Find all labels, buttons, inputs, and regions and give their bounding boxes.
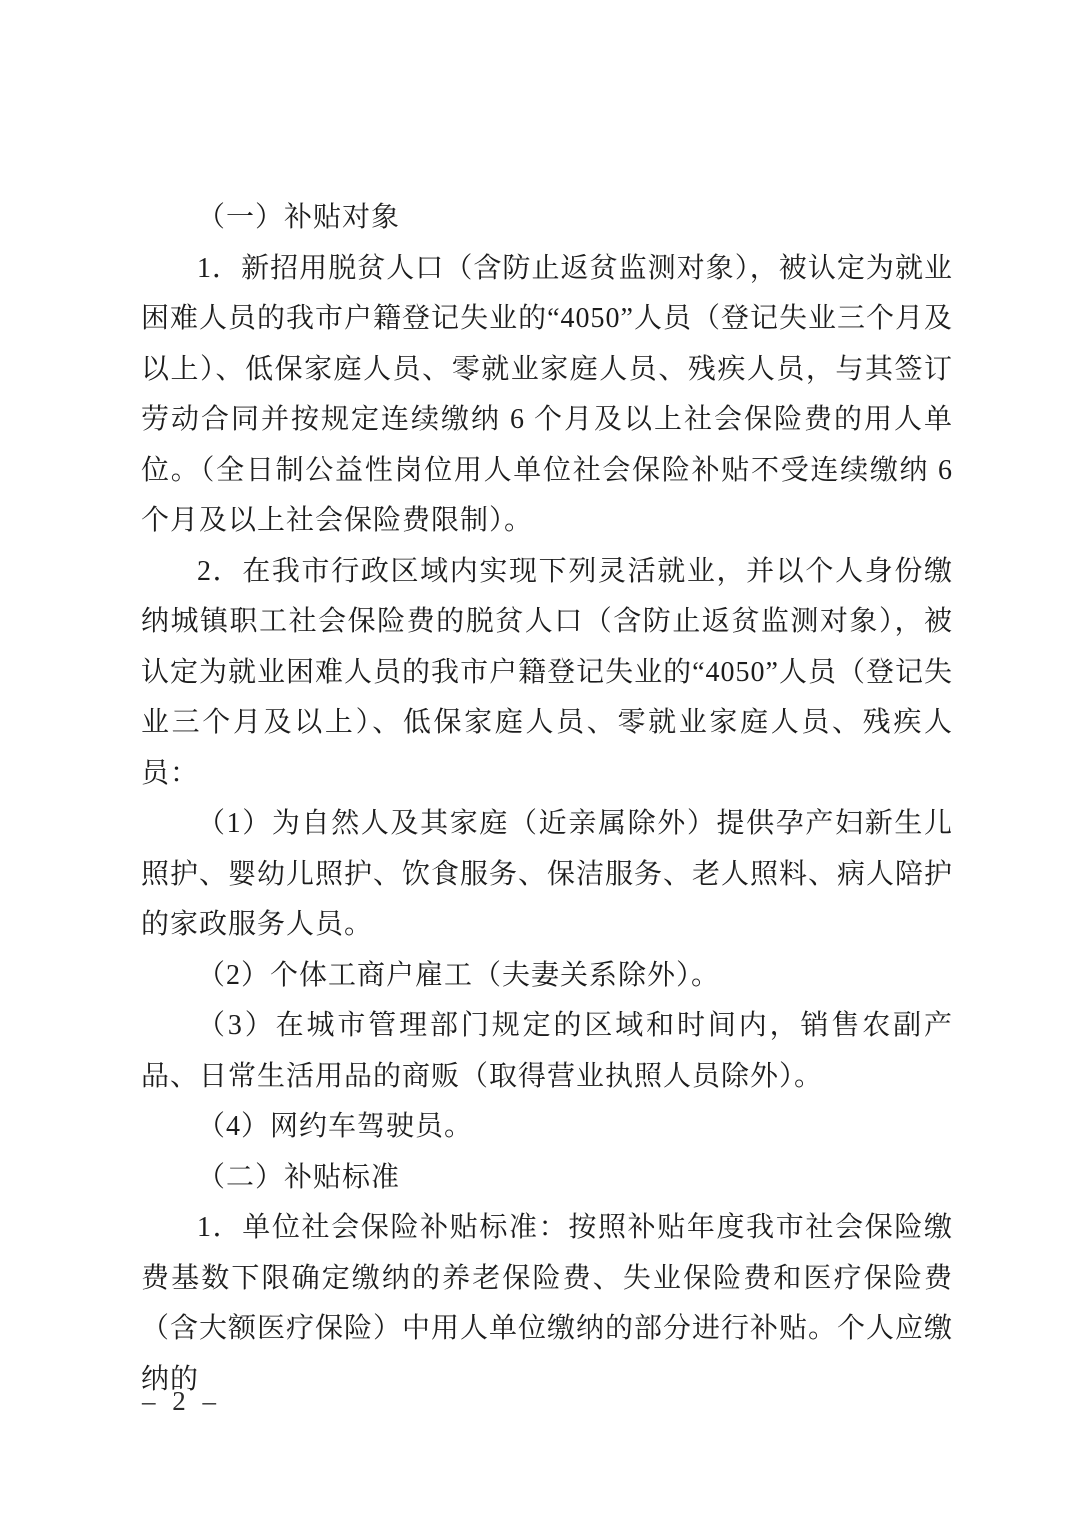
section-1-heading: （一）补贴对象 bbox=[197, 202, 401, 233]
paragraph-standard-item-1: 1．单位社会保险补贴标准：按照补贴年度我市社会保险缴费基数下限确定缴纳的养老保险费、失业保险费和医疗保险费（含大额医疗保险）中用人单位缴纳的部分进行补贴。个人应缴纳的 bbox=[141, 1212, 954, 1395]
section-2-heading: （二）补贴标准 bbox=[197, 1161, 401, 1193]
paragraph-item-2: 2．在我市行政区域内实现下列灵活就业，并以个人身份缴纳城镇职工社会保险费的脱贫人口（含防止返贫监测对象），被认定为就业困难人员的我市户籍登记失业的“4050”人员（登记失业三个月及以上）、低保家庭人员、零就业家庭人员、残疾人员： bbox=[141, 555, 953, 789]
paragraph-sub-item-4: （4）网约车驾驶员。 bbox=[197, 1111, 474, 1142]
paragraph-sub-item-3: （3）在城市管理部门规定的区域和时间内，销售农副产品、日常生活用品的商贩（取得营业执照人员除外）。 bbox=[141, 1010, 953, 1092]
document-body bbox=[141, 193, 953, 1405]
paragraph-sub-item-1: （1）为自然人及其家庭（近亲属除外）提供孕产妇新生儿照护、婴幼儿照护、饮食服务、保洁服务、老人照料、病人陪护的家政服务人员。 bbox=[141, 808, 954, 940]
paragraph-item-1: 1．新招用脱贫人口（含防止返贫监测对象），被认定为就业困难人员的我市户籍登记失业的“4050”人员（登记失业三个月及以上）、低保家庭人员、零就业家庭人员、残疾人员，与其签订劳动合同并按规定连续缴纳 6 个月及以上社会保险费的用人单位。（全日制公益性岗位用人单位社会保险补贴不受连续缴纳 6 个月及以上社会保险费限制）。 bbox=[141, 252, 953, 536]
page-number: – 2 – bbox=[142, 1386, 221, 1416]
paragraph-sub-item-2: （2）个体工商户雇工（夫妻关系除外）。 bbox=[197, 959, 721, 991]
